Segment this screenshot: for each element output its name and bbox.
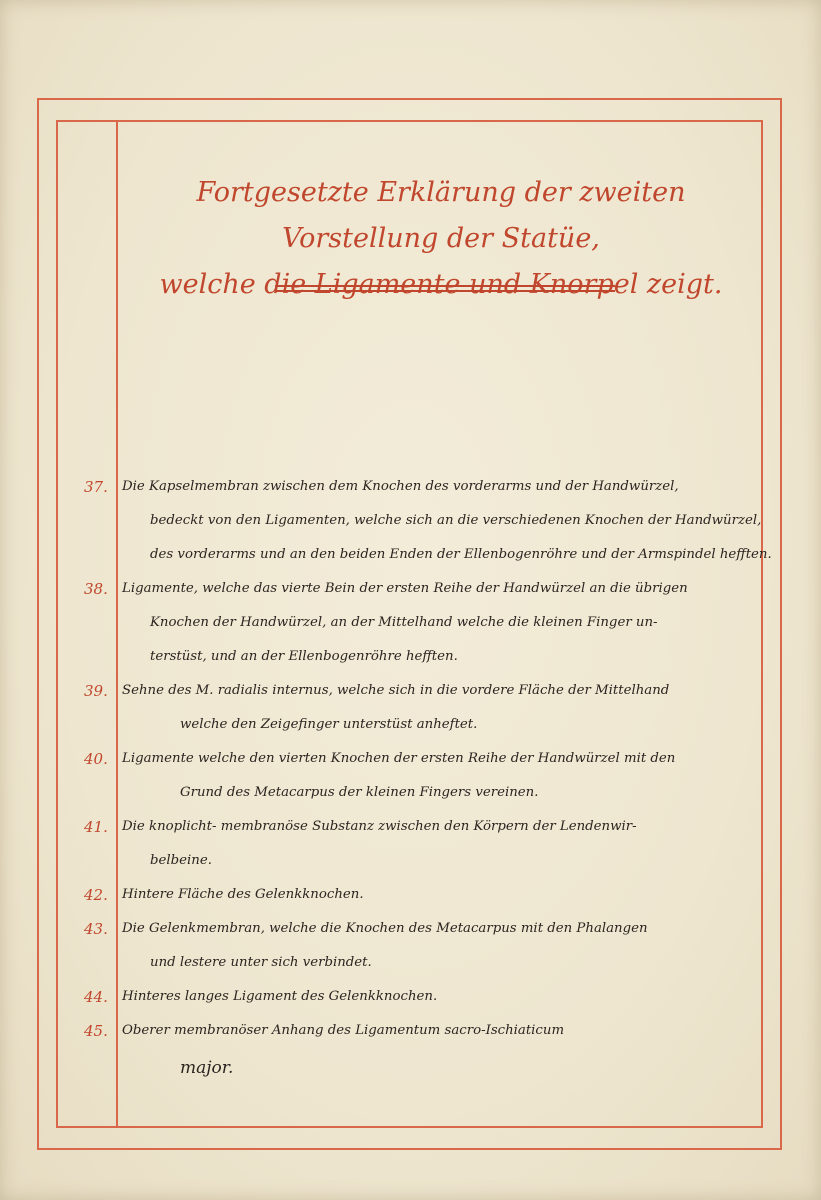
entry-line: Die Gelenkmembran, welche die Knochen des Metacarpus mit den Phalangen — [122, 921, 648, 936]
entry-line: des vorderarms und an den beiden Enden der Ellenbogenröhre und der Armspindel hefften. — [150, 547, 772, 562]
entry-line: terstüst, und an der Ellenbogenröhre hefften. — [150, 649, 458, 664]
entry-line: Die Kapselmembran zwischen dem Knochen des vorderarms und der Handwürzel, — [122, 479, 679, 494]
entry-line: welche den Zeigefinger unterstüst anheftet. — [180, 717, 478, 732]
entry-number: 42. — [84, 886, 108, 904]
entry-line: Hinteres langes Ligament des Gelenkknochen. — [122, 989, 438, 1004]
entry-number: 40. — [84, 750, 108, 768]
entry-37 — [70, 470, 772, 572]
entry-number: 38. — [84, 580, 108, 598]
entry-line: Knochen der Handwürzel, an der Mittelhand welche die kleinen Finger un- — [150, 615, 658, 630]
title-underline-second — [275, 290, 615, 292]
entry-41 — [70, 810, 750, 878]
entry-line: Hintere Fläche des Gelenkknochen. — [122, 887, 364, 902]
entry-number: 43. — [84, 920, 108, 938]
entry-line: major. — [180, 1058, 234, 1078]
entry-line: Grund des Metacarpus der kleinen Fingers vereinen. — [180, 785, 539, 800]
entry-line: Ligamente welche den vierten Knochen der ersten Reihe der Handwürzel mit den — [122, 751, 676, 766]
entry-line: bedeckt von den Ligamenten, welche sich an die verschiedenen Knochen der Handwürzel, — [150, 513, 762, 528]
entry-line: belbeine. — [150, 853, 212, 868]
entry-line: Die knoplicht- membranöse Substanz zwischen den Körpern der Lendenwir- — [122, 819, 637, 834]
title-line-1: Fortgesetzte Erklärung der zweiten Vorstellung der Statüe, — [196, 177, 686, 254]
entry-38 — [70, 572, 750, 674]
entry-line: Sehne des M. radialis internus, welche sich in die vordere Fläche der Mittelhand — [122, 683, 670, 698]
entry-number: 45. — [84, 1022, 108, 1040]
entry-number: 44. — [84, 988, 108, 1006]
page-title — [120, 170, 762, 308]
entry-42 — [70, 878, 750, 912]
title-line-2: welche die Ligamente und Knorpel zeigt. — [159, 269, 723, 300]
entry-43 — [70, 912, 750, 980]
entry-line: Ligamente, welche das vierte Bein der ersten Reihe der Handwürzel an die übrigen — [122, 581, 688, 596]
entry-number: 37. — [84, 478, 108, 496]
entry-line: und lestere unter sich verbindet. — [150, 955, 372, 970]
title-underline — [275, 285, 615, 287]
entry-39 — [70, 674, 750, 742]
entry-40 — [70, 742, 750, 810]
entry-45 — [70, 1014, 750, 1088]
entry-list — [70, 470, 772, 1088]
entry-line: Oberer membranöser Anhang des Ligamentum sacro-Ischiaticum — [122, 1023, 565, 1038]
entry-number: 39. — [84, 682, 108, 700]
entry-44 — [70, 980, 750, 1014]
entry-number: 41. — [84, 818, 108, 836]
